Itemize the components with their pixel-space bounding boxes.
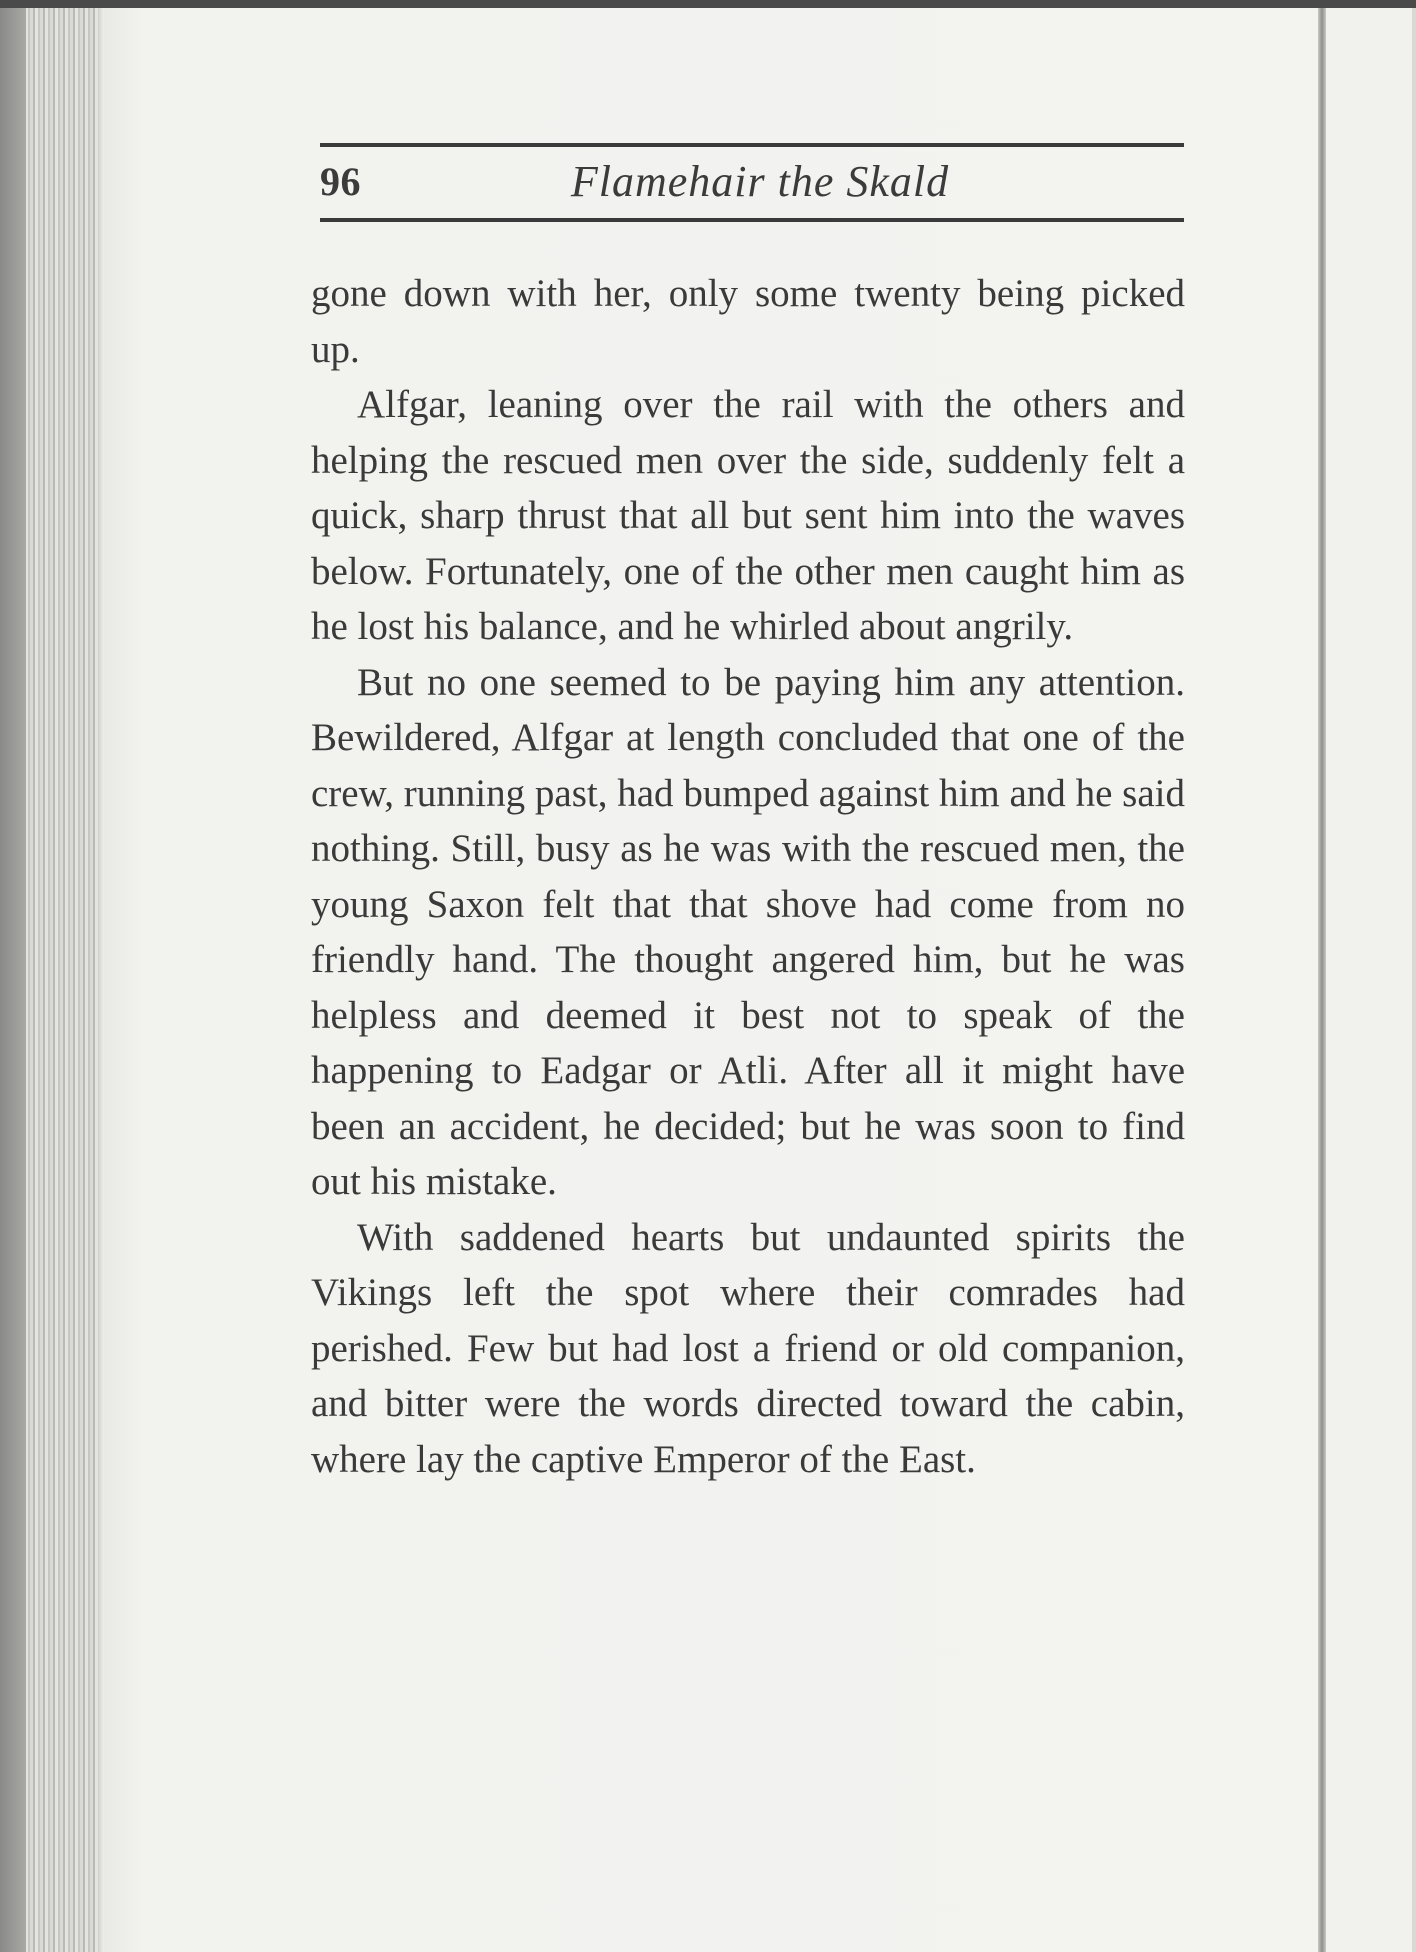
header-rule-top	[320, 143, 1184, 147]
page-number: 96	[320, 159, 361, 204]
running-title: Flamehair the Skald	[570, 157, 950, 206]
facing-page-edge	[1326, 8, 1416, 1952]
header-rule-bottom	[320, 218, 1184, 222]
book-page-edges	[0, 8, 104, 1952]
paragraph: Alfgar, leaning over the rail with the others and helping the rescued men over the side, suddenly felt a quick, sharp thrust that all but sent him into the waves below. Fortunately, one of the other men caught him as he lost his balance, and he whirled about angrily.	[311, 383, 1185, 648]
book-gutter	[1318, 8, 1326, 1952]
paragraph: But no one seemed to be paying him any attention. Bewildered, Alfgar at length concluded that one of the crew, running past, had bumped against him and he said nothing. Still, busy as he was with the rescued men, the young Saxon felt that that shove had come from no friendly hand. The thought angered him, but he was helpless and deemed it best not to speak of the happening to Eadgar or Atli. After all it might have been an accident, he decided; but he was soon to find out his mistake.	[311, 660, 1185, 1203]
paragraph: gone down with her, only some twenty being picked up.	[311, 272, 1185, 371]
paragraph: With saddened hearts but undaunted spirits the Vikings left the spot where their comrades had perished. Few but had lost a friend or old companion, and bitter were the words directed toward the cabin, where lay the captive Emperor of the East.	[311, 1215, 1185, 1481]
body-text	[311, 266, 1185, 1487]
